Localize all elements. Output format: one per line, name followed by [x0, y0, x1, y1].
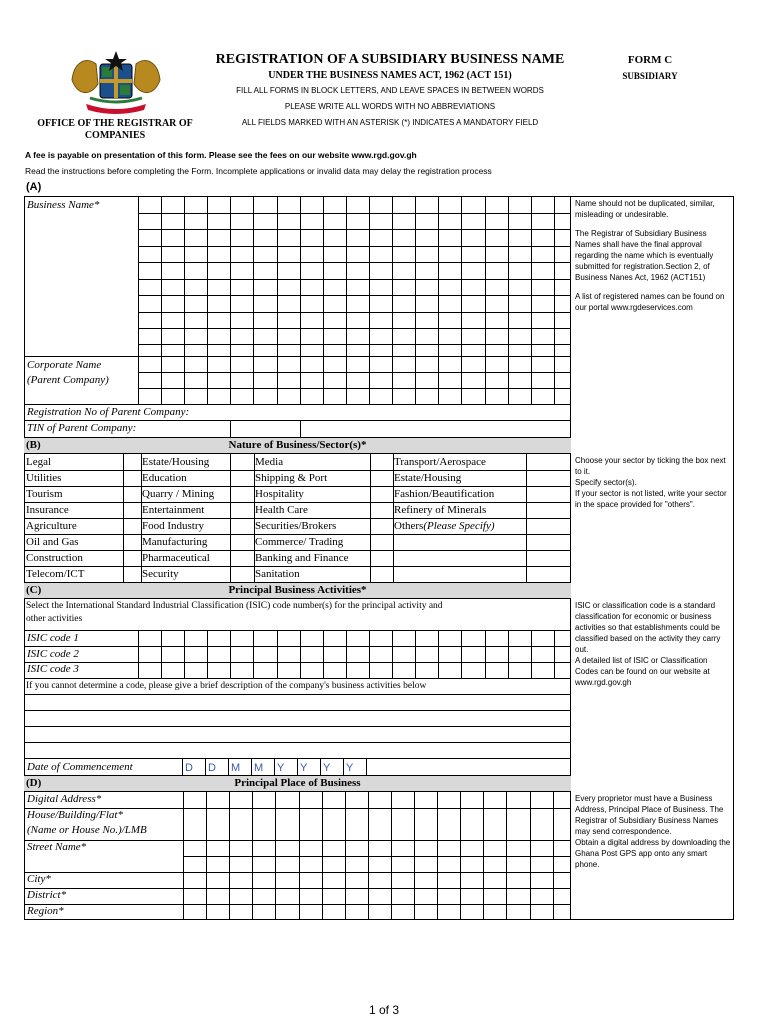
grid-line — [205, 758, 206, 775]
grid-line — [299, 792, 300, 920]
grid-line — [228, 758, 229, 775]
grid-line — [138, 388, 571, 389]
grid-line — [553, 792, 554, 920]
sector-label: Agriculture — [26, 520, 77, 532]
note-text: Specify sector(s). — [575, 478, 637, 487]
page-number: 1 of 3 — [368, 1003, 400, 1017]
note-text: ISIC or classification code is a standard classification for economic or business activities so that establishments could be classified based on the activity they carry out. — [575, 601, 721, 654]
grid-line — [320, 758, 321, 775]
digital-address-label: Digital Address* — [27, 793, 102, 805]
grid-line — [138, 279, 571, 280]
sector-label: Transport/Aerospace — [394, 456, 486, 468]
instruction-line: PLEASE WRITE ALL WORDS WITH NO ABBREVIATIONS — [284, 102, 496, 111]
note-text: A list of registered names can be found on our portal www.rgdeservices.com — [575, 292, 725, 312]
date-placeholder[interactable]: Y — [277, 762, 285, 774]
grid-line — [161, 196, 162, 404]
sector-label: Commerce/ Trading — [255, 536, 344, 548]
grid-line — [300, 630, 301, 678]
grid-line — [508, 630, 509, 678]
grid-line — [391, 792, 392, 920]
grid-line — [508, 196, 509, 404]
sector-label: Quarry / Mining — [142, 488, 215, 500]
grid-line — [554, 196, 555, 404]
grid-line — [24, 630, 571, 631]
grid-line — [138, 246, 571, 247]
grid-line — [138, 312, 571, 313]
date-placeholder[interactable]: Y — [323, 762, 331, 774]
isic-prompt: other activities — [26, 614, 83, 624]
grid-line — [366, 758, 367, 775]
sector-checkbox[interactable] — [124, 503, 140, 517]
date-placeholder[interactable]: Y — [300, 762, 308, 774]
grid-line — [461, 196, 462, 404]
grid-line — [229, 792, 230, 920]
sector-label: Utilities — [26, 472, 62, 484]
grid-line — [322, 792, 323, 920]
sector-checkbox[interactable] — [371, 551, 392, 565]
sector-label: Estate/Housing — [394, 472, 462, 484]
sector-label: Pharmaceutical — [142, 552, 210, 564]
sector-checkbox[interactable] — [124, 519, 140, 533]
section-b-notes — [575, 455, 731, 510]
section-b-code: (B) — [26, 439, 41, 451]
sector-checkbox[interactable] — [527, 487, 570, 501]
sector-checkbox[interactable] — [124, 551, 140, 565]
grid-line — [530, 792, 531, 920]
corporate-name-label: Corporate Name — [27, 359, 102, 371]
sector-label: Media — [255, 456, 284, 468]
isic-code-2-label: ISIC code 2 — [27, 648, 79, 660]
grid-line — [161, 630, 162, 678]
registration-no-label: Registration No of Parent Company: — [27, 406, 190, 418]
sector-label: Legal — [26, 456, 52, 468]
date-placeholder[interactable]: M — [231, 762, 241, 774]
grid-line — [24, 420, 571, 421]
note-text: Name should not be duplicated, similar, misleading or undesirable. — [575, 199, 715, 219]
sector-label: Banking and Finance — [255, 552, 349, 564]
house-label: House/Building/Flat* — [27, 809, 123, 821]
form-type: SUBSIDIARY — [622, 71, 678, 81]
section-a-notes — [575, 198, 733, 321]
sector-label: Refinery of Minerals — [394, 504, 487, 516]
sector-checkbox[interactable] — [371, 567, 392, 581]
grid-line — [24, 872, 571, 873]
grid-line — [531, 630, 532, 678]
isic-code-3-label: ISIC code 3 — [27, 663, 79, 675]
grid-line — [138, 295, 571, 296]
grid-line — [506, 792, 507, 920]
grid-line — [24, 356, 571, 357]
sector-checkbox[interactable] — [231, 535, 253, 549]
sector-checkbox[interactable] — [231, 503, 253, 517]
date-commencement-label: Date of Commencement — [27, 761, 133, 773]
sector-checkbox[interactable] — [231, 551, 253, 565]
sector-checkbox[interactable] — [527, 471, 570, 485]
form-code: FORM C — [627, 54, 673, 66]
grid-line — [414, 792, 415, 920]
grid-line — [24, 904, 571, 905]
grid-line — [485, 630, 486, 678]
sector-label: Oil and Gas — [26, 536, 79, 548]
describe-prompt: If you cannot determine a code, please give a brief description of the company's business activities below — [26, 681, 427, 691]
grid-line — [24, 888, 571, 889]
form-title: REGISTRATION OF A SUBSIDIARY BUSINESS NAME — [215, 52, 565, 67]
grid-line — [184, 630, 185, 678]
grid-line — [346, 196, 347, 404]
sector-checkbox[interactable] — [124, 471, 140, 485]
grid-line — [274, 758, 275, 775]
section-b-header — [24, 437, 571, 454]
sector-label: Tourism — [26, 488, 63, 500]
grid-line — [531, 196, 532, 404]
grid-line — [369, 196, 370, 404]
grid-line — [343, 758, 344, 775]
others-text: Others — [394, 520, 424, 532]
date-placeholder[interactable]: M — [254, 762, 264, 774]
note-text: Obtain a digital address by downloading the Ghana Post GPS app onto any smart phone. — [575, 838, 731, 869]
grid-line — [252, 792, 253, 920]
sector-label: Health Care — [255, 504, 308, 516]
sector-checkbox[interactable] — [124, 487, 140, 501]
grid-line — [207, 630, 208, 678]
grid-line — [345, 792, 346, 920]
sector-label: Construction — [26, 552, 83, 564]
section-d-header — [24, 775, 571, 792]
parent-company-label: (Parent Company) — [27, 374, 109, 386]
grid-line — [138, 328, 571, 329]
grid-line — [230, 196, 231, 404]
section-d-title: Principal Place of Business — [234, 777, 361, 789]
sector-label: Food Industry — [142, 520, 205, 532]
grid-line — [346, 630, 347, 678]
house-number-label: (Name or House No.)/LMB — [27, 824, 147, 836]
grid-line — [138, 372, 571, 373]
others-specify-text: (Please Specify) — [423, 520, 495, 532]
fee-notice: A fee is payable on presentation of this form. Please see the fees on our website www.rgd.gov.gh — [25, 150, 417, 160]
grid-line — [24, 662, 571, 663]
grid-line — [415, 630, 416, 678]
grid-line — [253, 196, 254, 404]
grid-line — [460, 792, 461, 920]
sector-checkbox[interactable] — [371, 471, 392, 485]
note-text: Choose your sector by ticking the box next to it. — [575, 456, 726, 476]
note-text: Every proprietor must have a Business Address, Principal Place of Business. The Registrar of Subsidiary Business Names may send correspondence. — [575, 794, 724, 836]
sector-checkbox[interactable] — [371, 503, 392, 517]
read-notice: Read the instructions before completing the Form. Incomplete applications or invalid data may delay the registration process — [25, 166, 492, 176]
grid-line — [277, 196, 278, 404]
sector-label: Security — [142, 568, 179, 580]
grid-line — [24, 646, 571, 647]
grid-line — [138, 213, 571, 214]
grid-line — [392, 630, 393, 678]
city-label: City* — [27, 873, 51, 885]
section-a-code: (A) — [26, 181, 42, 193]
sector-checkbox[interactable] — [231, 487, 253, 501]
section-d-code: (D) — [26, 777, 42, 789]
street-name-label: Street Name* — [27, 841, 87, 853]
date-placeholder[interactable]: Y — [346, 762, 354, 774]
sector-checkbox[interactable] — [124, 567, 140, 581]
grid-line — [461, 630, 462, 678]
sector-label: Hospitality — [255, 488, 304, 500]
grid-line — [230, 630, 231, 678]
grid-line — [206, 792, 207, 920]
sector-checkbox[interactable] — [527, 455, 570, 469]
grid-line — [184, 196, 185, 404]
grid-line — [369, 630, 370, 678]
grid-line — [24, 694, 571, 695]
grid-line — [183, 792, 184, 920]
grid-line — [253, 630, 254, 678]
grid-line — [438, 630, 439, 678]
grid-line — [368, 792, 369, 920]
grid-line — [277, 630, 278, 678]
sector-label: Manufacturing — [142, 536, 208, 548]
sector-checkbox[interactable] — [371, 519, 392, 533]
note-text: If your sector is not listed, write your sector in the space provided for "others". — [575, 489, 727, 509]
sector-checkbox[interactable] — [124, 535, 140, 549]
grid-line — [183, 856, 571, 857]
coat-of-arms-icon — [66, 50, 166, 116]
section-c-code: (C) — [26, 584, 42, 596]
isic-code-1-label: ISIC code 1 — [27, 632, 79, 644]
sector-label: Insurance — [26, 504, 69, 516]
grid-line — [138, 196, 139, 404]
sector-label: Sanitation — [255, 568, 300, 580]
form-subtitle: UNDER THE BUSINESS NAMES ACT, 1962 (ACT 151) — [268, 70, 512, 81]
section-c-title: Principal Business Activities* — [228, 584, 367, 596]
grid-line — [138, 630, 139, 678]
grid-line — [24, 678, 571, 679]
region-label: Region* — [27, 905, 64, 917]
section-b-title: Nature of Business/Sector(s)* — [228, 439, 367, 451]
instruction-line: ALL FIELDS MARKED WITH AN ASTERISK (*) INDICATES A MANDATORY FIELD — [241, 118, 539, 127]
business-name-label: Business Name* — [27, 199, 100, 211]
sector-checkbox[interactable] — [231, 455, 253, 469]
grid-line — [230, 420, 231, 437]
instruction-line: FILL ALL FORMS IN BLOCK LETTERS, AND LEAVE SPACES IN BETWEEN WORDS — [236, 86, 544, 95]
grid-line — [415, 196, 416, 404]
sector-label: Estate/Housing — [142, 456, 210, 468]
section-d-notes — [575, 793, 731, 870]
grid-line — [24, 710, 571, 711]
tin-label: TIN of Parent Company: — [27, 422, 137, 434]
grid-line — [251, 758, 252, 775]
grid-line — [24, 726, 571, 727]
section-c-notes — [575, 600, 731, 688]
grid-line — [24, 742, 571, 743]
note-text: A detailed list of ISIC or Classification Codes can be found on our website at www.rgd.gov.gh — [575, 656, 710, 687]
isic-prompt: Select the International Standard Industrial Classification (ISIC) code number(s) for the principal activity and — [26, 601, 443, 611]
sector-label: Securities/Brokers — [255, 520, 337, 532]
section-c-header — [24, 582, 571, 599]
sector-checkbox[interactable] — [231, 519, 253, 533]
grid-line — [554, 630, 555, 678]
grid-line — [323, 196, 324, 404]
note-text: The Registrar of Subsidiary Business Names shall have the final approval regarding the name which is eventually submitted for registration.Section 2, of Business Nanes Act, 1962 (ACT151) — [575, 229, 714, 282]
grid-line — [182, 758, 183, 775]
grid-line — [138, 229, 571, 230]
grid-line — [138, 344, 571, 345]
grid-line — [24, 840, 571, 841]
sector-checkbox[interactable] — [527, 503, 570, 517]
sector-checkbox[interactable] — [231, 471, 253, 485]
date-placeholder[interactable]: D — [185, 762, 193, 774]
grid-line — [138, 262, 571, 263]
sector-label: Entertainment — [142, 504, 205, 516]
grid-line — [323, 630, 324, 678]
sector-label: Fashion/Beautification — [394, 488, 495, 500]
grid-line — [300, 420, 301, 437]
grid-line — [437, 792, 438, 920]
grid-line — [483, 792, 484, 920]
sector-checkbox[interactable] — [371, 487, 392, 501]
district-label: District* — [27, 889, 67, 901]
grid-line — [24, 404, 571, 405]
grid-line — [297, 758, 298, 775]
sector-checkbox[interactable] — [231, 567, 253, 581]
date-placeholder[interactable]: D — [208, 762, 216, 774]
sector-label: Education — [142, 472, 187, 484]
grid-line — [300, 196, 301, 404]
grid-line — [438, 196, 439, 404]
sector-label: Telecom/ICT — [26, 568, 85, 580]
sector-checkbox[interactable] — [371, 455, 392, 469]
office-name: OFFICE OF THE REGISTRAR OF COMPANIES — [37, 118, 193, 141]
sector-checkbox[interactable] — [124, 455, 140, 469]
grid-line — [275, 792, 276, 920]
sector-checkbox[interactable] — [371, 535, 392, 549]
others-label — [394, 519, 494, 533]
grid-line — [485, 196, 486, 404]
grid-line — [207, 196, 208, 404]
sector-label: Shipping & Port — [255, 472, 328, 484]
grid-line — [392, 196, 393, 404]
